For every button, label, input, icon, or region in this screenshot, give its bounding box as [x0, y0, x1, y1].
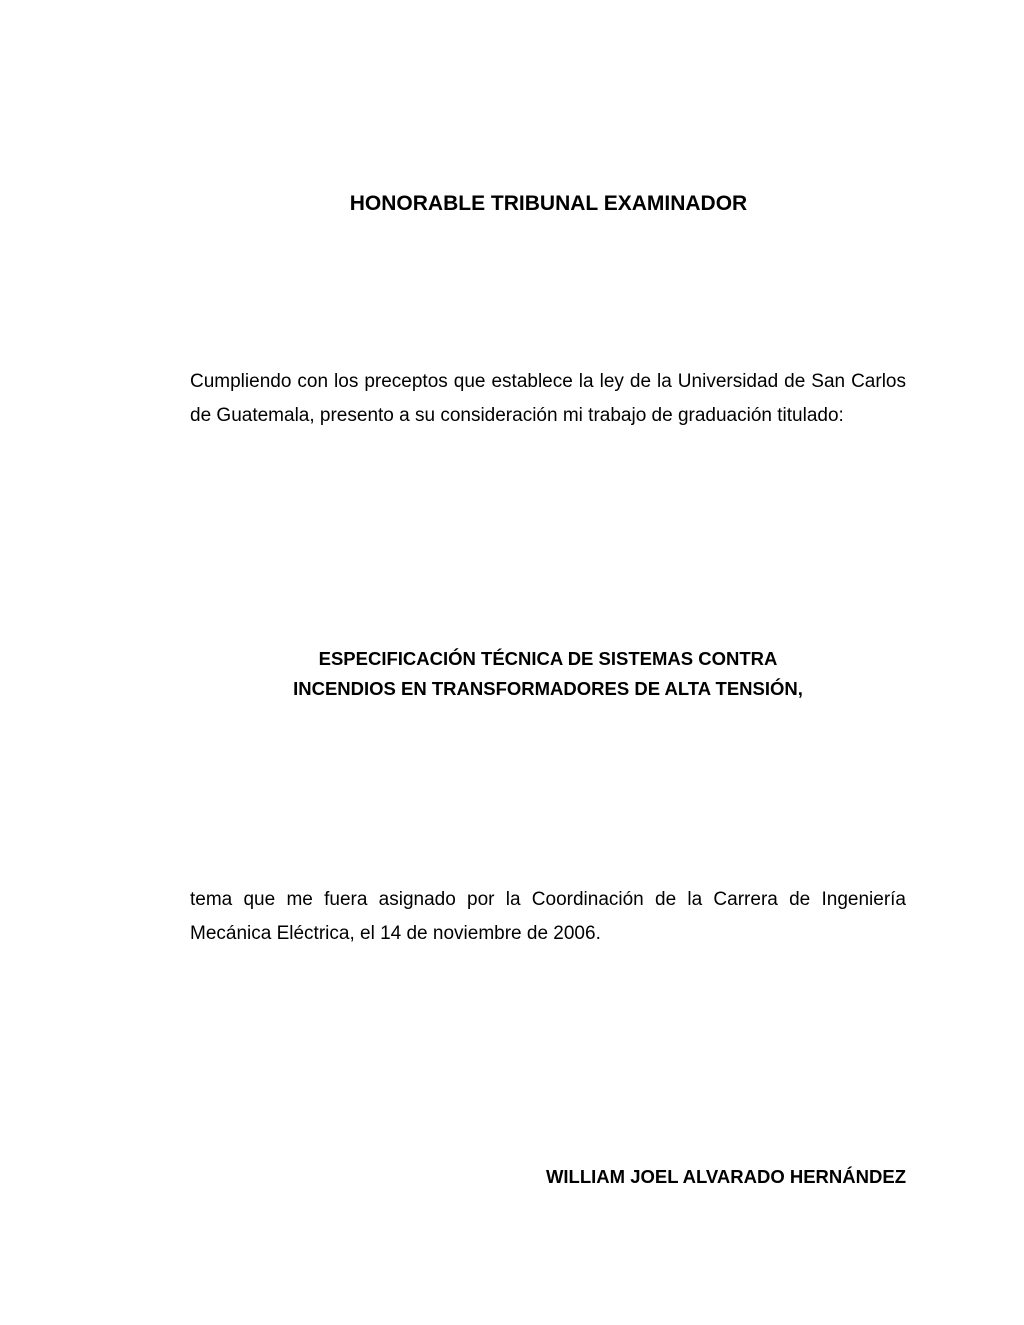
thesis-title-line-2: INCENDIOS EN TRANSFORMADORES DE ALTA TENSIÓN, — [293, 678, 803, 699]
thesis-title-line-1: ESPECIFICACIÓN TÉCNICA DE SISTEMAS CONTRA — [318, 648, 778, 669]
intro-paragraph: Cumpliendo con los preceptos que establece la ley de la Universidad de San Carlos de Guatemala, presento a su consideración mi trabajo de graduación titulado: — [190, 371, 906, 426]
page-heading: HONORABLE TRIBUNAL EXAMINADOR — [349, 192, 748, 215]
thesis-title — [190, 644, 906, 704]
assignment-paragraph: tema que me fuera asignado por la Coordinación de la Carrera de Ingeniería Mecánica Eléctrica, el 14 de noviembre de 2006. — [190, 889, 906, 944]
author-name: WILLIAM JOEL ALVARADO HERNÁNDEZ — [545, 1166, 906, 1187]
